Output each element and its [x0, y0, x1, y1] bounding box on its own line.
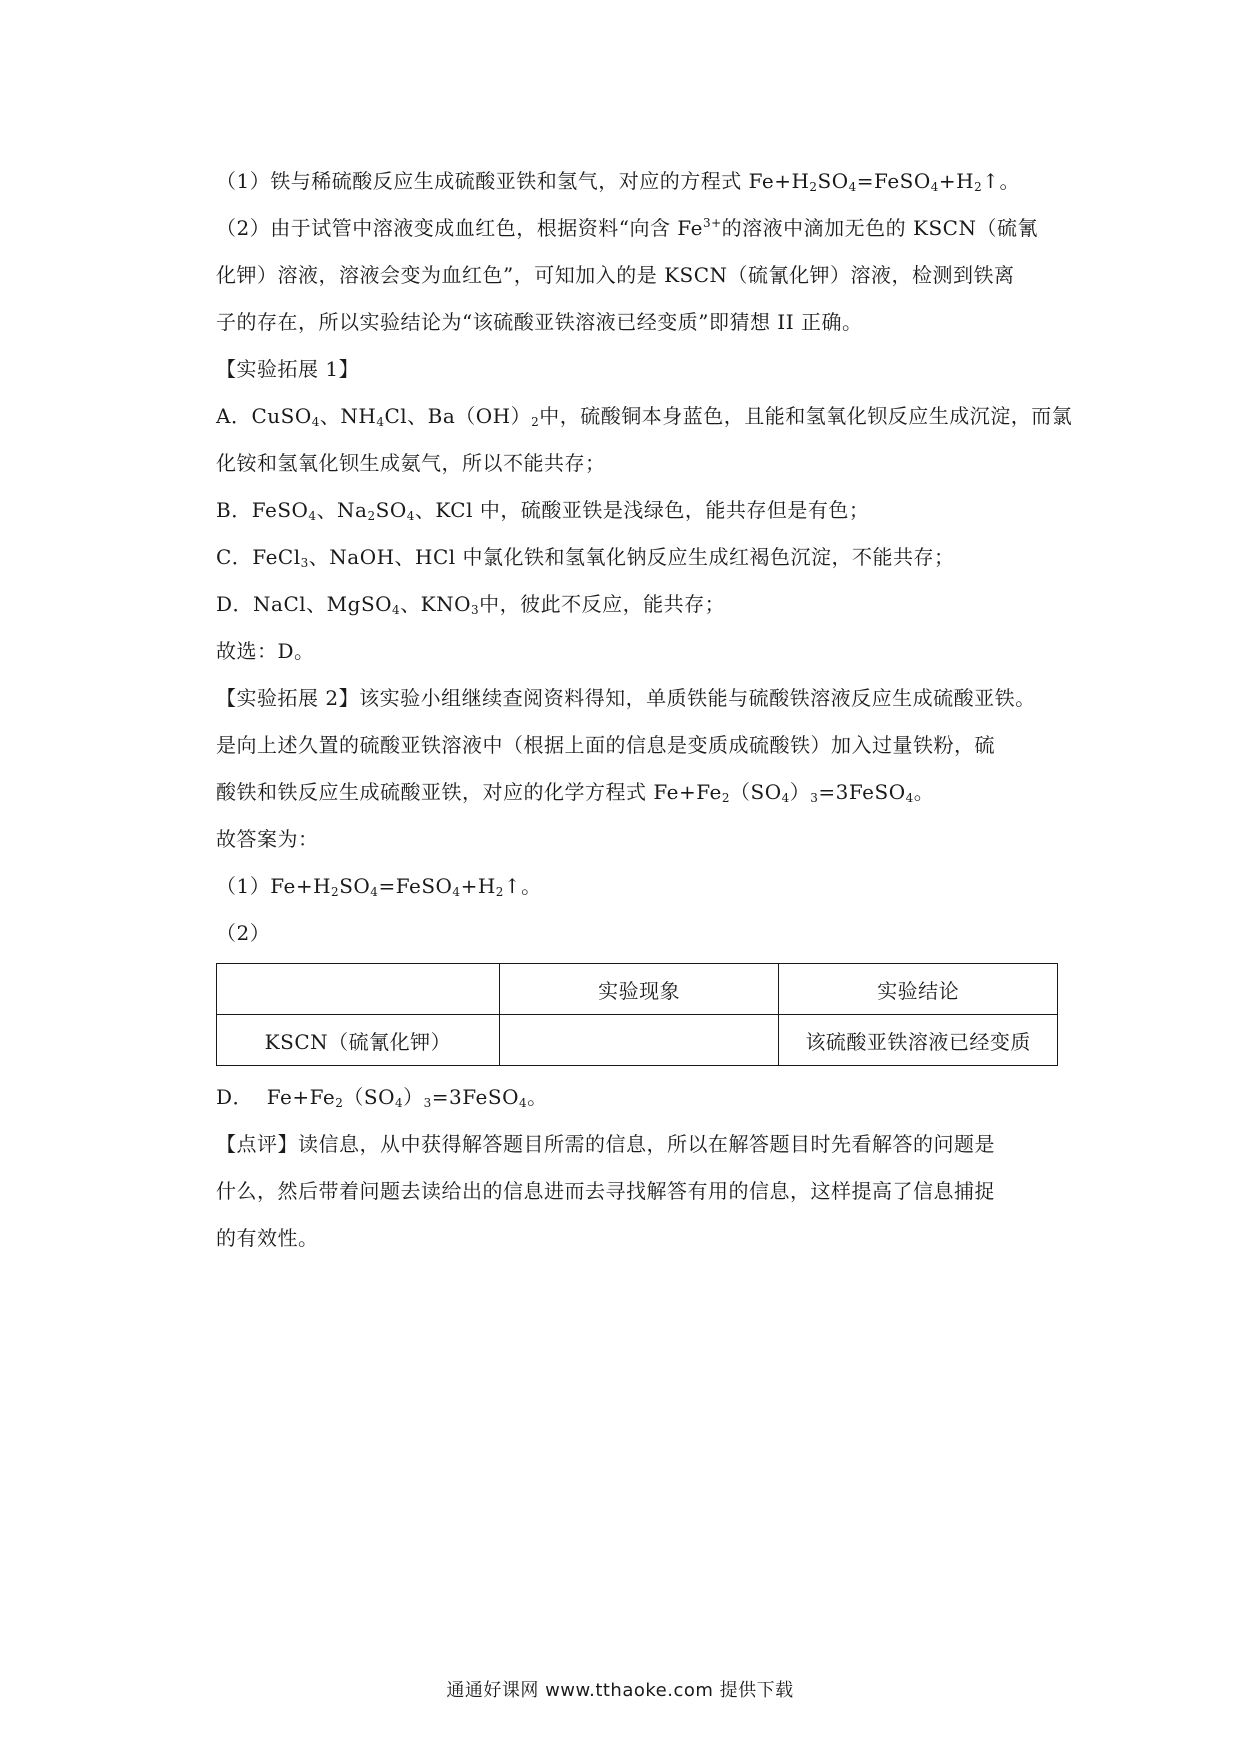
- table-cell-reagent: KSCN（硫氰化钾）: [217, 1015, 500, 1066]
- answer-line-2: （2）由于试管中溶液变成血红色，根据资料“向含 $Fe^{3+}$的溶液中滴加无色的 KSCN（硫氰: [216, 216, 1038, 240]
- option-c: C．FeCl$_3$、NaOH、HCl 中氯化铁和氢氧化钠反应生成红褐色沉淀，不能共存；: [216, 545, 955, 570]
- extension-2-line-2: 是向上述久置的硫酸亚铁溶液中（根据上面的信息是变质成硫酸铁）加入过量铁粉，硫: [216, 733, 995, 757]
- choice-answer: 故选：D。: [216, 639, 315, 663]
- comment-line-1: 【点评】读信息，从中获得解答题目所需的信息，所以在解答题目时先看解答的问题是: [216, 1132, 995, 1156]
- answer-table: [216, 963, 1058, 1066]
- table-header-conclusion: 实验结论: [779, 964, 1058, 1015]
- option-d: D．NaCl、MgSO$_4$、$KNO_3$中，彼此不反应，能共存；: [216, 592, 726, 617]
- option-a-line-1: A．CuSO$_4$、$NH_4Cl$、$Ba(OH)_2$中，硫酸铜本身蓝色，且能和氢氧化钡反应生成沉淀，而氯: [216, 404, 1073, 429]
- table-cell: [217, 964, 500, 1015]
- table-header-row: [217, 964, 1058, 1015]
- comment-line-3: 的有效性。: [216, 1226, 319, 1250]
- option-a-line-2: 化铵和氢氧化钡生成氨气，所以不能共存；: [216, 451, 606, 475]
- extension-2-line-3: 酸铁和铁反应生成硫酸亚铁，对应的化学方程式 $Fe+Fe_2(SO_4)_3=3FeSO_4$。: [216, 780, 935, 805]
- final-answer-2-label: （2）: [216, 921, 271, 945]
- extension-2-line-1: 【实验拓展 2】该实验小组继续查阅资料得知，单质铁能与硫酸铁溶液反应生成硫酸亚铁。: [216, 686, 1036, 710]
- option-b: B．FeSO$_4$、$Na_2SO_4$、KCl 中，硫酸亚铁是浅绿色，能共存但是有色；: [216, 498, 870, 523]
- table-cell-conclusion: 该硫酸亚铁溶液已经变质: [779, 1015, 1058, 1066]
- final-answer-heading: 故答案为：: [216, 827, 319, 851]
- answer-line-4: 子的存在，所以实验结论为“该硫酸亚铁溶液已经变质”即猜想 II 正确。: [216, 310, 863, 334]
- table-row: [217, 1015, 1058, 1066]
- comment-line-2: 什么，然后带着问题去读给出的信息进而去寻找解答有用的信息，这样提高了信息捕捉: [216, 1179, 995, 1203]
- answer-line-1: （1）铁与稀硫酸反应生成硫酸亚铁和氢气，对应的方程式 $Fe+H_2SO_4=FeSO_4+H_2↑$。: [216, 169, 1021, 194]
- final-answer-1: $(1)Fe+H_2SO_4=FeSO_4+H_2↑$。: [216, 874, 542, 899]
- table-cell-phenomenon: [499, 1015, 779, 1066]
- extension-1-heading: 【实验拓展 1】: [216, 357, 360, 381]
- answer-line-3: 化钾）溶液，溶液会变为血红色”，可知加入的是 KSCN（硫氰化钾）溶液，检测到铁离: [216, 263, 1015, 287]
- table-header-phenomenon: 实验现象: [499, 964, 779, 1015]
- footer-source: 通通好课网 www.tthaoke.com 提供下载: [446, 1680, 794, 1701]
- final-answer-d: D． $Fe+Fe_2(SO_4)_3=3FeSO_4$。: [216, 1085, 548, 1110]
- answer-content: [216, 158, 1073, 1262]
